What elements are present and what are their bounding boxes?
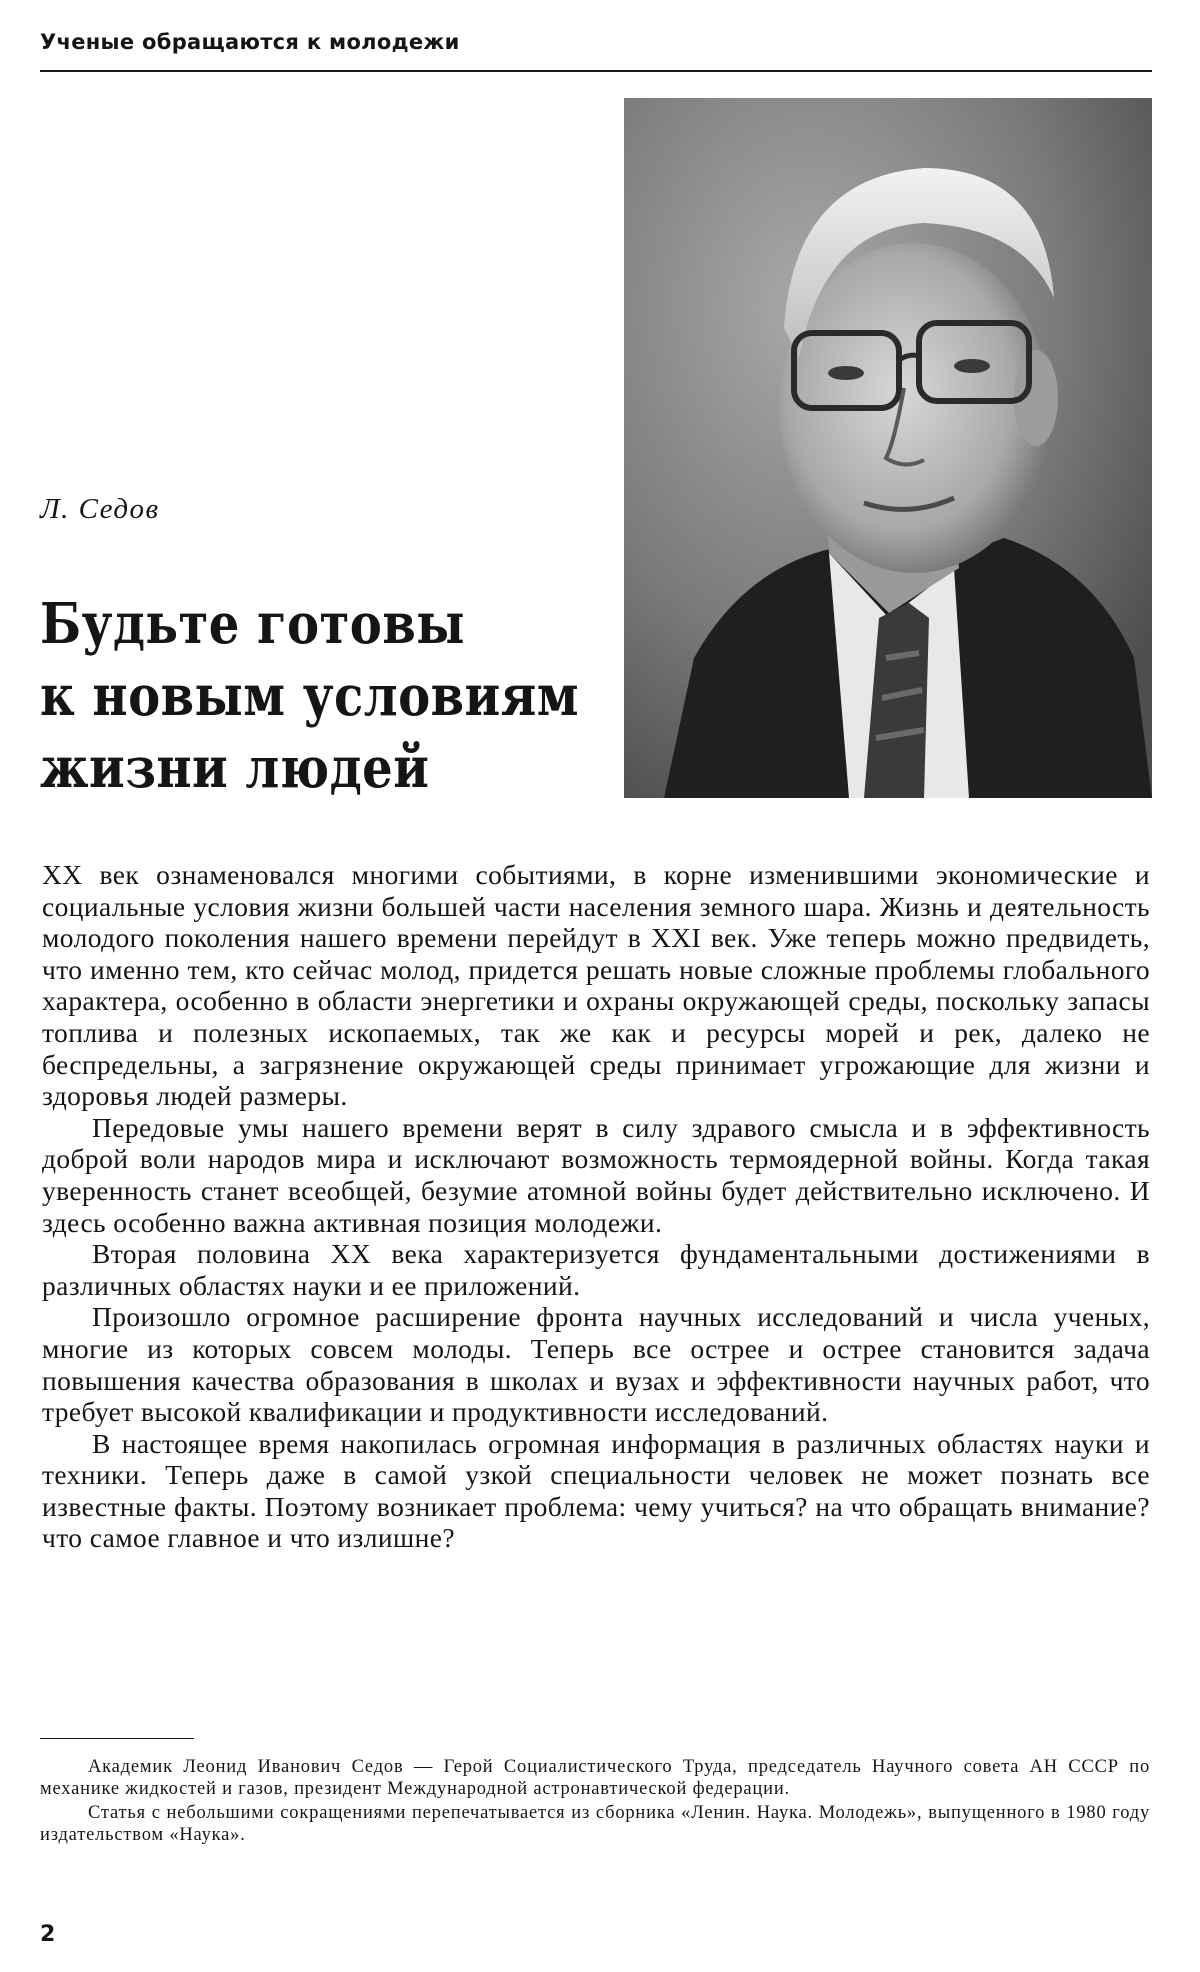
title-line: жизни людей xyxy=(40,735,430,801)
title-line: к новым условиям xyxy=(40,663,579,729)
paragraph: В настоящее время накопилась огромная информация в различных областях науки и техники. Теперь даже в самой узкой специальности человек не может познать все известные факты. Поэтому возникает проблема: чему учиться? на что обращать внимание? что самое главное и что излишне? xyxy=(42,1427,1150,1554)
footnotes xyxy=(40,1756,1150,1848)
article-title xyxy=(40,588,579,804)
paragraph: Вторая половина XX века характеризуется фундаментальными достижениями в различных областях науки и ее приложений. xyxy=(42,1238,1150,1301)
footnote-source: Статья с небольшими сокращениями перепечатывается из сборника «Ленин. Наука. Молодежь», выпущенного в 1980 году издательством «Наука». xyxy=(40,1803,1150,1845)
title-line: Будьте готовы xyxy=(40,591,465,657)
page-number: 2 xyxy=(40,1922,56,1947)
paragraph: Произошло огромное расширение фронта научных исследований и числа ученых, многие из которых совсем молоды. Теперь все острее и острее становится задача повышения качества образования в школах и вузах и эффективности научных работ, что требует высокой квалификации и продуктивности исследований. xyxy=(42,1301,1150,1428)
author-name: Л. Седов xyxy=(40,493,160,525)
header-rule xyxy=(40,70,1152,72)
footnote-rule xyxy=(40,1738,194,1739)
footnote-author-bio: Академик Леонид Иванович Седов — Герой Социалистического Труда, председатель Научного совета АН СССР по механике жидкостей и газов, президент Международной астронавтической федерации. xyxy=(40,1757,1150,1799)
portrait-icon xyxy=(624,98,1152,798)
paragraph: XX век ознаменовался многими событиями, в корне изменившими экономические и социальные условия жизни большей части населения земного шара. Жизнь и деятельность молодого поколения нашего времени перейдут в XXI век. Уже теперь можно предвидеть, что именно тем, кто сейчас молод, придется решать новые сложные проблемы глобального характера, особенно в области энергетики и охраны окружающей среды, поскольку запасы топлива и полезных ископаемых, так же как и ресурсы морей и рек, далеко не беспредельны, а загрязнение окружающей среды принимает угрожающие для жизни и здоровья людей размеры. xyxy=(42,859,1150,1112)
running-head: Ученые обращаются к молодежи xyxy=(40,30,460,54)
portrait-photo xyxy=(624,98,1152,798)
article-body xyxy=(42,859,1150,1554)
paragraph: Передовые умы нашего времени верят в силу здравого смысла и в эффективность доброй воли народов мира и исключают возможность термоядерной войны. Когда такая уверенность станет всеобщей, безумие атомной войны будет действительно исключено. И здесь особенно важна активная позиция молодежи. xyxy=(42,1111,1150,1238)
